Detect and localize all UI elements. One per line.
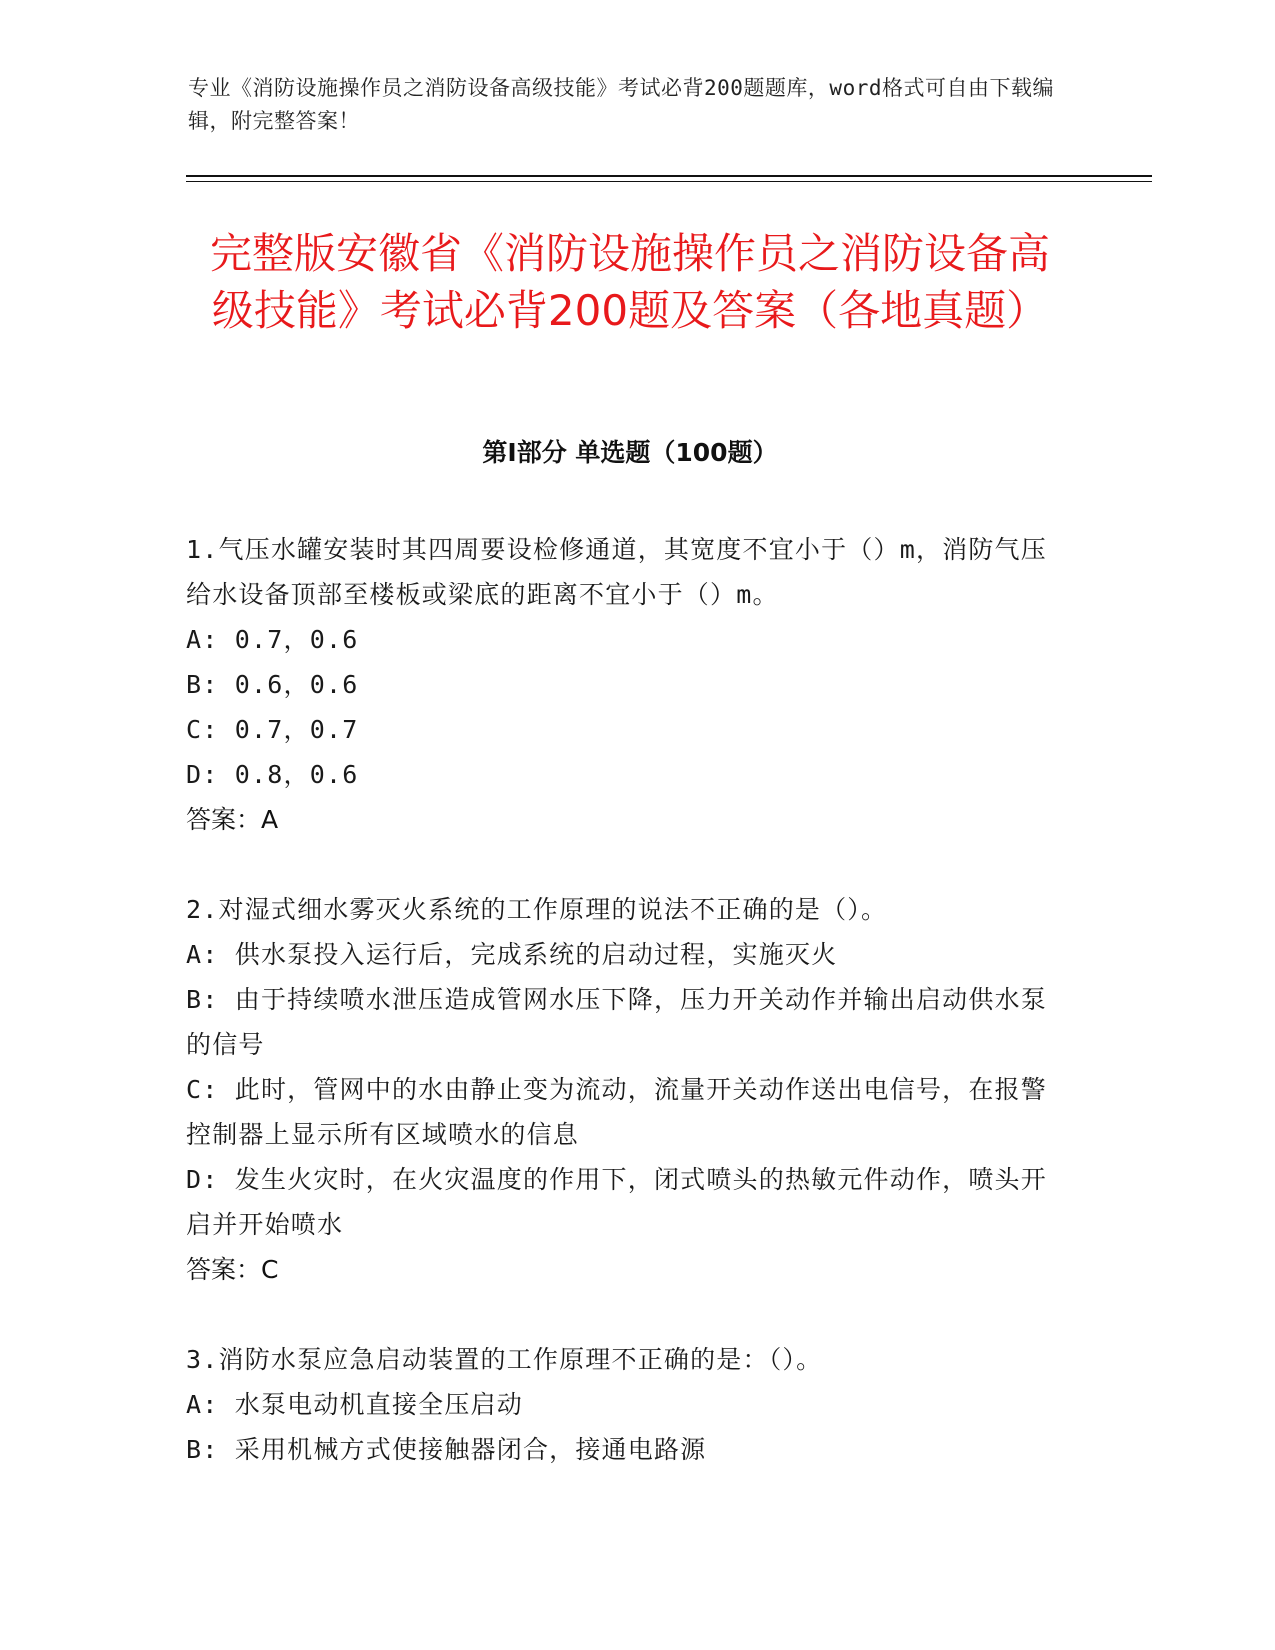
option-c: C: 0.7，0.7	[186, 715, 359, 744]
header-divider-thin	[186, 181, 1152, 182]
header-divider-thick	[186, 175, 1152, 177]
option-c: C: 此时，管网中的水由静止变为流动，流量开关动作送出电信号，在报警控制器上显示所有区域喷水的信息	[186, 1075, 1047, 1149]
option-b: B: 由于持续喷水泄压造成管网水压下降，压力开关动作并输出启动供水泵的信号	[186, 985, 1047, 1059]
question-2	[186, 887, 1066, 1292]
option-b: B: 0.6，0.6	[186, 670, 359, 699]
option-d: D: 0.8，0.6	[186, 760, 359, 789]
section-title: 第Ⅰ部分 单选题（100题）	[482, 438, 778, 467]
option-d: D: 发生火灾时，在火灾温度的作用下，闭式喷头的热敏元件动作，喷头开启并开始喷水	[186, 1165, 1047, 1239]
question-stem: 1.气压水罐安装时其四周要设检修通道，其宽度不宜小于（）m，消防气压给水设备顶部至楼板或梁底的距离不宜小于（）m。	[186, 535, 1047, 609]
option-a: A: 0.7，0.6	[186, 625, 359, 654]
document-title: 完整版安徽省《消防设施操作员之消防设备高级技能》考试必背200题及答案（各地真题）	[209, 229, 1050, 335]
option-a: A: 水泵电动机直接全压启动	[186, 1390, 523, 1419]
question-1	[186, 527, 1066, 842]
answer-line: 答案：C	[186, 1255, 279, 1284]
question-stem: 3.消防水泵应急启动装置的工作原理不正确的是：（）。	[186, 1345, 823, 1374]
option-a: A: 供水泵投入运行后，完成系统的启动过程，实施灭火	[186, 940, 838, 969]
header-note: 专业《消防设施操作员之消防设备高级技能》考试必背200题题库，word格式可自由下载编辑，附完整答案！	[188, 76, 1054, 133]
option-b: B: 采用机械方式使接触器闭合，接通电路源	[186, 1435, 707, 1464]
question-list	[186, 527, 1066, 1472]
question-stem: 2.对湿式细水雾灭火系统的工作原理的说法不正确的是（）。	[186, 895, 888, 924]
question-3	[186, 1337, 1066, 1472]
answer-line: 答案：A	[186, 805, 279, 834]
